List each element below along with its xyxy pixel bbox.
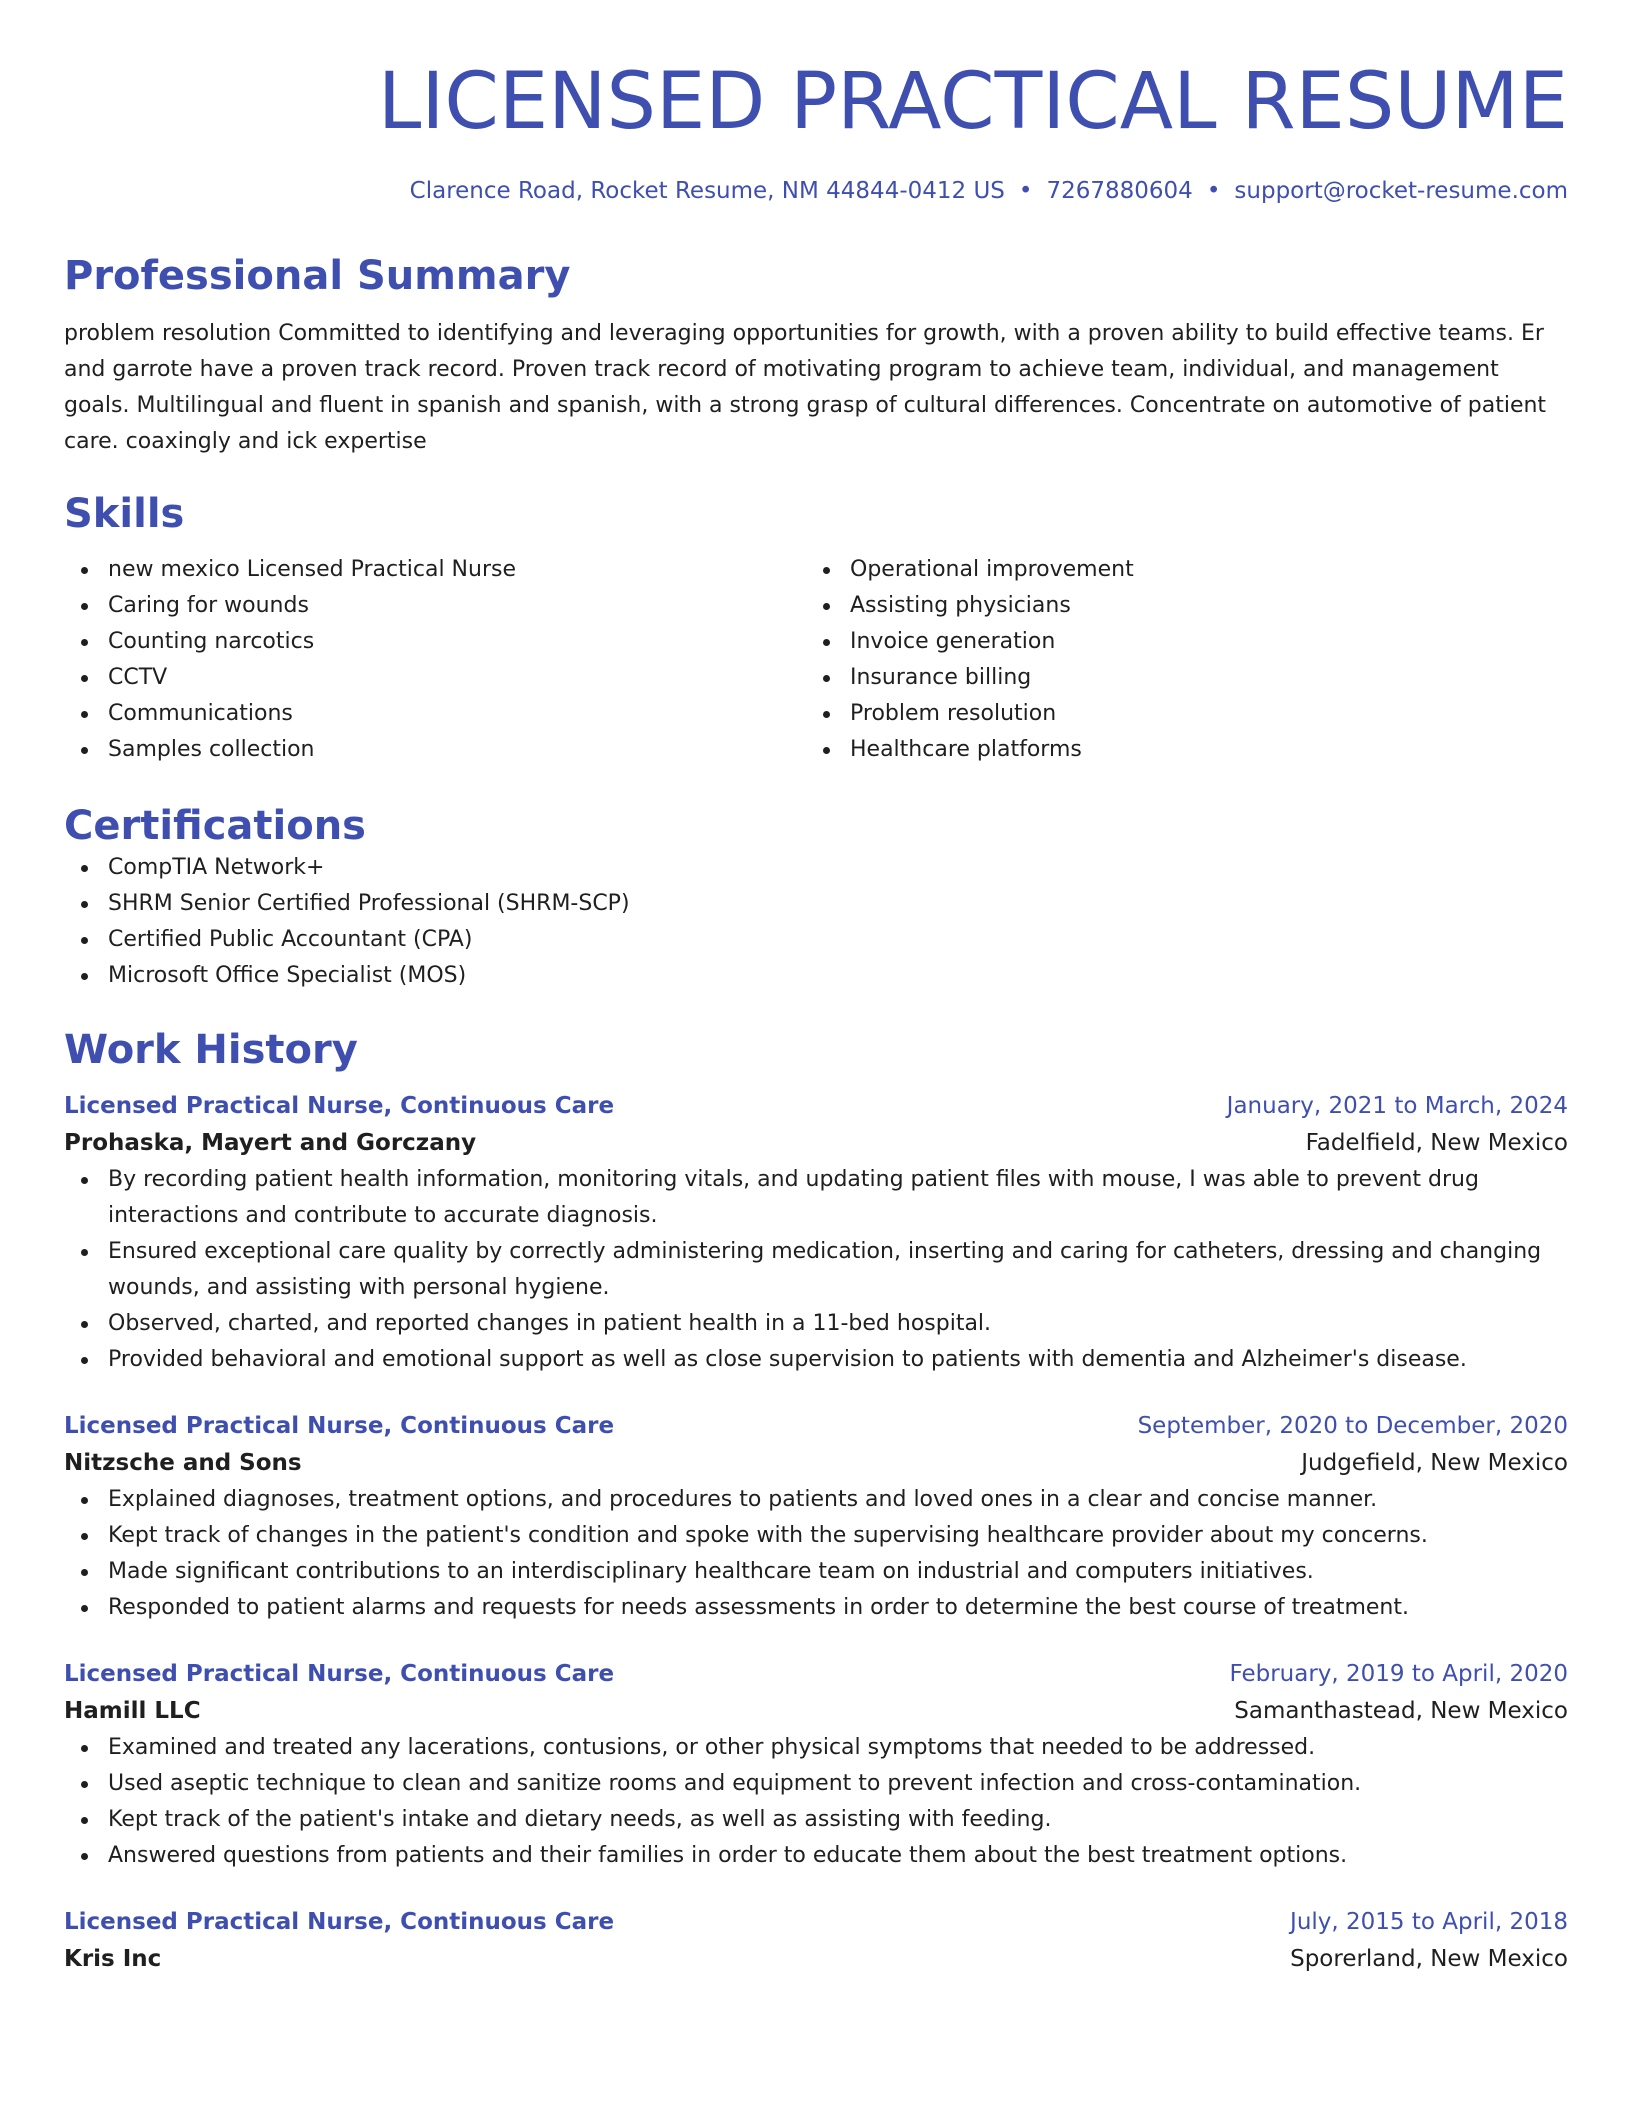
skill-item: Healthcare platforms (806, 732, 1548, 768)
job-location: Sporerland, New Mexico (1290, 1946, 1568, 1972)
skill-item: Assisting physicians (806, 588, 1548, 624)
summary-text: problem resolution Committed to identifying and leveraging opportunities for growth, with a proven ability to build effective teams. Er and garrote have a proven track record. Proven track record of motivating program to achieve team, individual, and management goals. Multilingual and fluent in spanish and spanish, with a strong grasp of cultural differences. Concentrate on automotive of patient care. coaxingly and ick expertise (64, 321, 1547, 454)
job-bullet: Observed, charted, and reported changes in patient health in a 11-bed hospital. (64, 1306, 1568, 1342)
resume-page (64, 0, 1568, 1978)
job-bullet: Kept track of the patient's intake and dietary needs, as well as assisting with feeding. (64, 1802, 1568, 1838)
contact-line (64, 176, 1568, 206)
skill-item: Caring for wounds (64, 588, 806, 624)
certifications-heading: Certifications (64, 803, 366, 849)
job-bullet: Made significant contributions to an interdisciplinary healthcare team on industrial and computers initiatives. (64, 1554, 1568, 1590)
job-dates: July, 2015 to April, 2018 (1290, 1909, 1568, 1935)
skill-item: Counting narcotics (64, 624, 806, 660)
contact-separator: • (1018, 178, 1033, 204)
job-title: Licensed Practical Nurse, Continuous Care (64, 1661, 615, 1687)
job-bullet: Kept track of changes in the patient's condition and spoke with the supervising healthcare provider about my concerns. (64, 1518, 1568, 1554)
job-bullets (64, 1162, 1568, 1378)
skill-item: CCTV (64, 660, 806, 696)
summary-heading: Professional Summary (64, 253, 571, 299)
job-entry (64, 1088, 1568, 1378)
skill-item: Problem resolution (806, 696, 1548, 732)
skill-item: Communications (64, 696, 806, 732)
skills-column-left (64, 552, 806, 768)
certification-item: CompTIA Network+ (64, 850, 1568, 886)
job-location: Fadelfield, New Mexico (1305, 1130, 1568, 1156)
job-dates: February, 2019 to April, 2020 (1229, 1661, 1568, 1687)
resume-title: LICENSED PRACTICAL RESUME (377, 57, 1568, 147)
skill-item: Invoice generation (806, 624, 1548, 660)
skill-item: Operational improvement (806, 552, 1548, 588)
job-bullets (64, 1730, 1568, 1874)
job-company: Prohaska, Mayert and Gorczany (64, 1130, 477, 1156)
job-bullet: Provided behavioral and emotional support as well as close supervision to patients with dementia and Alzheimer's disease. (64, 1342, 1568, 1378)
job-entry (64, 1904, 1568, 1978)
job-bullet: Responded to patient alarms and requests for needs assessments in order to determine the best course of treatment. (64, 1590, 1568, 1626)
job-title: Licensed Practical Nurse, Continuous Care (64, 1093, 615, 1119)
job-bullet: Ensured exceptional care quality by correctly administering medication, inserting and caring for catheters, dressing and changing wounds, and assisting with personal hygiene. (64, 1234, 1568, 1306)
job-entry (64, 1408, 1568, 1626)
skills-heading: Skills (64, 491, 185, 537)
work-history-heading: Work History (64, 1027, 358, 1073)
job-title: Licensed Practical Nurse, Continuous Care (64, 1413, 615, 1439)
job-company: Hamill LLC (64, 1698, 201, 1724)
job-dates: January, 2021 to March, 2024 (1226, 1093, 1568, 1119)
job-bullet: Examined and treated any lacerations, contusions, or other physical symptoms that needed to be addressed. (64, 1730, 1568, 1766)
skill-item: new mexico Licensed Practical Nurse (64, 552, 806, 588)
skill-item: Samples collection (64, 732, 806, 768)
certification-item: SHRM Senior Certified Professional (SHRM-SCP) (64, 886, 1568, 922)
contact-phone: 7267880604 (1046, 178, 1193, 204)
job-dates: September, 2020 to December, 2020 (1137, 1413, 1568, 1439)
job-bullet: By recording patient health information, monitoring vitals, and updating patient files with mouse, I was able to prevent drug interactions and contribute to accurate diagnosis. (64, 1162, 1568, 1234)
contact-address: Clarence Road, Rocket Resume, NM 44844-0412 US (409, 178, 1005, 204)
job-bullet: Explained diagnoses, treatment options, and procedures to patients and loved ones in a clear and concise manner. (64, 1482, 1568, 1518)
job-location: Judgefield, New Mexico (1301, 1450, 1568, 1476)
job-entry (64, 1656, 1568, 1874)
job-title: Licensed Practical Nurse, Continuous Care (64, 1909, 615, 1935)
contact-email: support@rocket-resume.com (1234, 178, 1568, 204)
job-bullet: Answered questions from patients and their families in order to educate them about the best treatment options. (64, 1838, 1568, 1874)
contact-separator: • (1206, 178, 1221, 204)
job-location: Samanthastead, New Mexico (1234, 1698, 1568, 1724)
certification-item: Microsoft Office Specialist (MOS) (64, 958, 1568, 994)
skills-column-right (806, 552, 1548, 768)
certification-item: Certified Public Accountant (CPA) (64, 922, 1568, 958)
certifications-list (64, 850, 1568, 994)
job-company: Kris Inc (64, 1946, 162, 1972)
job-company: Nitzsche and Sons (64, 1450, 302, 1476)
skill-item: Insurance billing (806, 660, 1548, 696)
skills-grid (64, 552, 1568, 768)
job-bullet: Used aseptic technique to clean and sanitize rooms and equipment to prevent infection and cross-contamination. (64, 1766, 1568, 1802)
job-bullets (64, 1482, 1568, 1626)
